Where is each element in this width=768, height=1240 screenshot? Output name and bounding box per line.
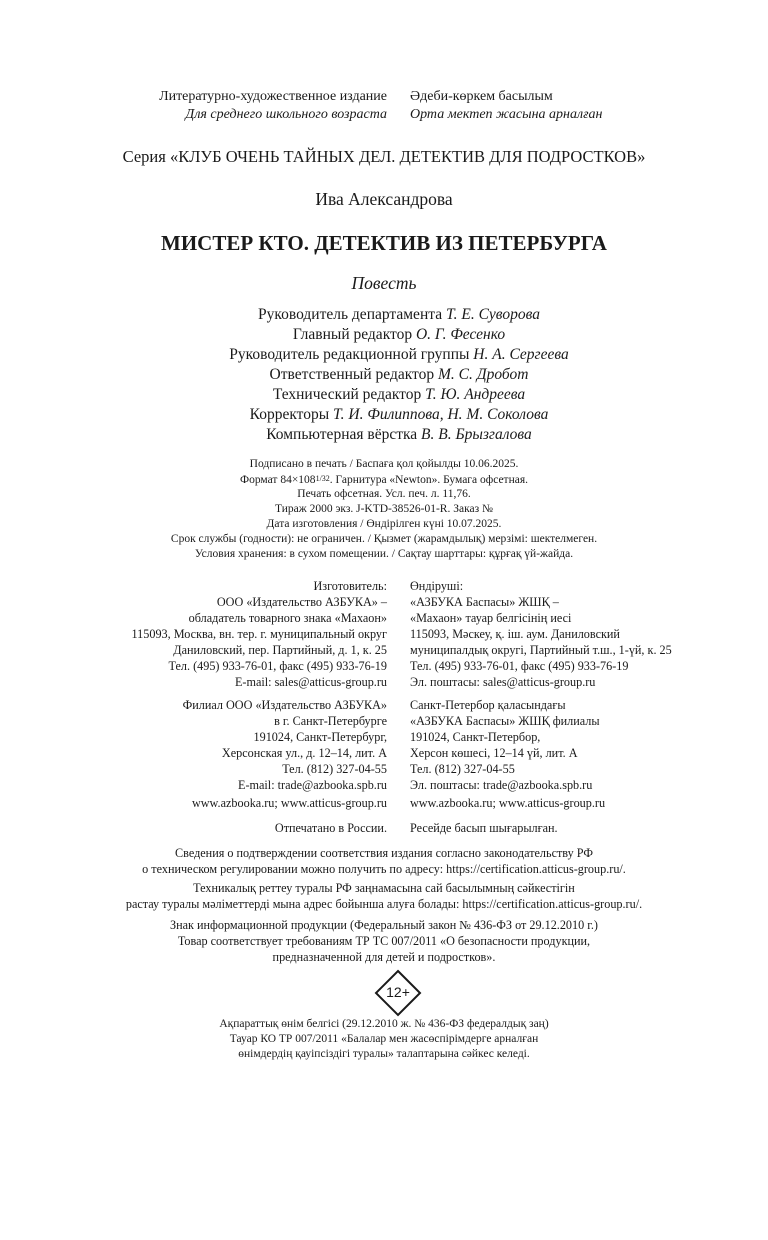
- printed-in-kz: Ресейде басып шығарылған.: [410, 821, 558, 835]
- manufacturer-ru-line: Даниловский, пер. Партийный, д. 1, к. 25: [173, 643, 387, 657]
- credit-line: [0, 365, 768, 385]
- age-rating-label: 12+: [386, 984, 410, 1000]
- manufacturer-kz-line: «АЗБУКА Баспасы» ЖШҚ –: [410, 595, 559, 609]
- credit-line: [0, 325, 768, 345]
- branch-kz-email: Эл. поштасы: trade@azbooka.spb.ru: [410, 778, 593, 792]
- format-fraction: 1/32: [315, 474, 330, 483]
- manufacturer-ru-line: 115093, Москва, вн. тер. г. муниципальный округ: [131, 627, 387, 641]
- credit-person: О. Г. Фесенко: [415, 326, 506, 343]
- info-product-kz-line: Ақпараттық өнім белгісі (29.12.2010 ж. № 436-ФЗ федералдық заң): [219, 1018, 549, 1030]
- format-text: Формат 84×108: [240, 474, 316, 486]
- credit-line: [0, 425, 768, 445]
- service-life-line: Срок службы (годности): не ограничен. / Қызмет (жарамдылық) мерзімі: шектелмеген.: [170, 533, 598, 545]
- credit-line: [0, 345, 768, 365]
- manufacturer-kz-line: Тел. (495) 933-76-01, факс (495) 933-76-19: [410, 659, 629, 673]
- format-text-2: . Гарнитура «Newton». Бумага офсетная.: [329, 474, 528, 486]
- manufacturer-ru-line: обладатель товарного знака «Махаон»: [188, 611, 387, 625]
- book-subtitle: Повесть: [351, 273, 417, 293]
- branch-ru-line: в г. Санкт-Петербурге: [274, 714, 387, 728]
- manufacturer-kz-line: Өндіруші:: [410, 579, 464, 593]
- age-kz: Орта мектеп жасына арналған: [410, 107, 603, 122]
- run-line: Тираж 2000 экз. J-KTD-38526-01-R. Заказ №: [275, 503, 493, 515]
- storage-line: Условия хранения: в сухом помещении. / Сақтау шарттары: құрғақ үй-жайда.: [194, 548, 574, 560]
- certification-kz-line: растау туралы мәліметтерді мына адрес бойынша алуға болады: https://certification.atticus-group.ru/.: [125, 897, 643, 911]
- credit-person: Н. А. Сергеева: [473, 346, 569, 363]
- credit-person: Т. Ю. Андреева: [425, 386, 526, 403]
- certification-ru-line: Сведения о подтверждении соответствия издания согласно законодательству РФ: [175, 846, 593, 860]
- genre-ru: Литературно-художественное издание: [159, 89, 387, 104]
- credit-role: Корректоры: [249, 406, 330, 423]
- branch-ru-line: Филиал ООО «Издательство АЗБУКА»: [182, 698, 387, 712]
- printing-line: Печать офсетная. Усл. печ. л. 11,76.: [297, 488, 471, 500]
- certification-kz-line: Техникалық реттеу туралы РФ заңнамасына сай басылымның сәйкестігін: [193, 881, 575, 895]
- series-line: Серия «КЛУБ ОЧЕНЬ ТАЙНЫХ ДЕЛ. ДЕТЕКТИВ ДЛЯ ПОДРОСТКОВ»: [122, 147, 646, 166]
- printed-in-ru: Отпечатано в России.: [274, 821, 387, 835]
- certification-ru-line: о техническом регулировании можно получить по адресу: https://certification.atticus-group.ru/.: [142, 862, 626, 876]
- branch-ru-email: E-mail: trade@azbooka.spb.ru: [238, 778, 387, 792]
- credit-role: Руководитель редакционной группы: [229, 346, 470, 363]
- manufacturer-kz-line: 115093, Мәскеу, қ. іш. аум. Даниловский: [410, 627, 620, 641]
- age-ru: Для среднего школьного возраста: [185, 107, 387, 122]
- credit-role: Технический редактор: [272, 386, 422, 403]
- credit-person: В. В. Брызгалова: [421, 426, 532, 443]
- info-product-ru-line: предназначенной для детей и подростков».: [272, 950, 496, 964]
- website-kz: www.azbooka.ru; www.atticus-group.ru: [410, 796, 606, 810]
- branch-kz-line: «АЗБУКА Баспасы» ЖШҚ филиалы: [410, 714, 600, 728]
- signed-line: Подписано в печать / Баспаға қол қойылды 10.06.2025.: [249, 458, 519, 470]
- branch-kz-line: Санкт-Петербор қаласындағы: [410, 698, 566, 712]
- manufacturer-ru-line: Изготовитель:: [313, 579, 387, 593]
- manufacturer-kz-email: Эл. поштасы: sales@atticus-group.ru: [410, 675, 596, 689]
- manufacturer-ru-email: E-mail: sales@atticus-group.ru: [234, 675, 387, 689]
- made-date-line: Дата изготовления / Өндірілген күні 10.07.2025.: [266, 518, 502, 530]
- info-product-kz-line: Тауар КО ТР 007/2011 «Балалар мен жасөспірімдерге арналған: [229, 1033, 539, 1045]
- branch-kz-line: 191024, Санкт-Петербор,: [410, 730, 541, 744]
- manufacturer-kz-line: муниципалдық округі, Партийный т.ш., 1-үй, к. 25: [410, 643, 672, 657]
- credit-role: Руководитель департамента: [258, 306, 443, 323]
- author: Ива Александрова: [315, 189, 453, 209]
- branch-kz-line: Херсон көшесі, 12–14 үй, лит. А: [410, 746, 578, 760]
- website-ru: www.azbooka.ru; www.atticus-group.ru: [191, 796, 387, 810]
- book-title: МИСТЕР КТО. ДЕТЕКТИВ ИЗ ПЕТЕРБУРГА: [161, 231, 607, 255]
- branch-ru-line: Тел. (812) 327-04-55: [282, 762, 387, 776]
- credit-role: Ответственный редактор: [269, 366, 435, 383]
- format-line: [0, 472, 768, 488]
- manufacturer-kz-line: «Махаон» тауар белгісінің иесі: [410, 611, 572, 625]
- branch-ru-line: 191024, Санкт-Петербург,: [253, 730, 387, 744]
- credit-person: Т. Е. Суворова: [445, 306, 540, 323]
- credit-person: Т. И. Филиппова, Н. М. Соколова: [333, 406, 549, 423]
- credit-person: М. С. Дробот: [437, 366, 529, 383]
- credit-line: [0, 405, 768, 425]
- info-product-kz-line: өнімдердің қауіпсіздігі туралы» талаптарына сәйкес келеді.: [238, 1048, 530, 1060]
- branch-kz-line: Тел. (812) 327-04-55: [410, 762, 515, 776]
- info-product-ru-line: Знак информационной продукции (Федеральный закон № 436-ФЗ от 29.12.2010 г.): [169, 918, 598, 932]
- branch-ru-line: Херсонская ул., д. 12–14, лит. А: [221, 746, 387, 760]
- manufacturer-ru-line: ООО «Издательство АЗБУКА» –: [216, 595, 387, 609]
- credit-line: [0, 305, 768, 325]
- credit-role: Главный редактор: [292, 326, 413, 343]
- credit-line: [0, 385, 768, 405]
- manufacturer-ru-line: Тел. (495) 933-76-01, факс (495) 933-76-19: [168, 659, 387, 673]
- credit-role: Компьютерная вёрстка: [266, 426, 418, 443]
- info-product-ru-line: Товар соответствует требованиям ТР ТС 007/2011 «О безопасности продукции,: [177, 934, 591, 948]
- genre-kz: Әдеби-көркем басылым: [410, 89, 553, 104]
